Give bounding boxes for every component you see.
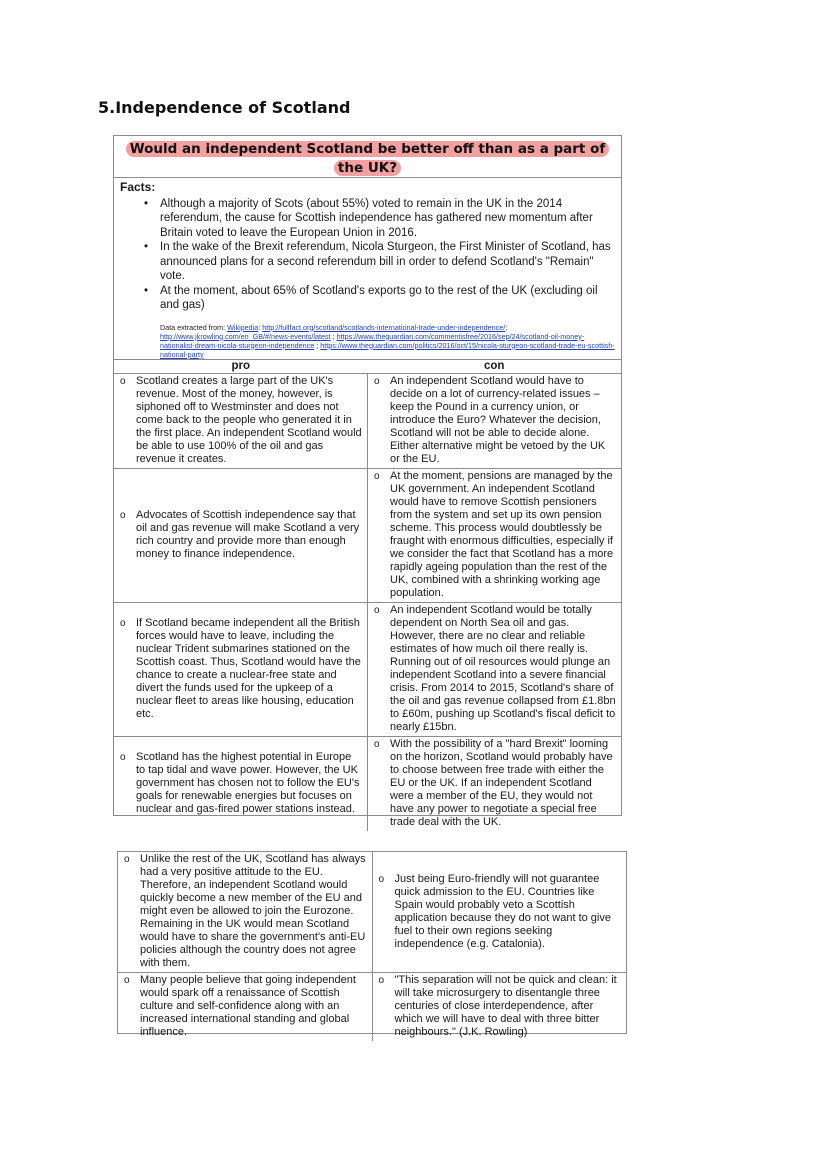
fact-text: In the wake of the Brexit referendum, Nicola Sturgeon, the First Minister of Scotland, has announced plans for a second referendum bill in order to defend Scotland's "Remain" vote. — [160, 241, 611, 282]
section-heading: 5.Independence of Scotland — [98, 98, 351, 117]
pro-text: Many people believe that going independent would spark off a renaissance of Scottish culture and self-confidence along with an increased international standing and global influence. — [140, 974, 356, 1038]
source-link-guardian-oil[interactable]: https://www.theguardian.com/commentisfree/2016/sep/24/scotland-oil-money-nationalist-dream-nicola-sturgeon-independence — [160, 331, 585, 350]
bullet-icon: • — [144, 241, 149, 253]
column-header-row — [114, 359, 621, 374]
fact-text: At the moment, about 65% of Scotland's exports go to the rest of the UK (excluding oil and gas) — [160, 284, 598, 311]
debate-table-1 — [113, 135, 622, 828]
source-link-guardian-politics[interactable]: https://www.theguardian.com/politics/2016/oct/15/nicola-sturgeon-scotland-trade-eu-scottish-national-party — [160, 340, 615, 359]
con-cell — [372, 852, 626, 973]
bullet-icon: o — [124, 975, 130, 986]
table-row — [114, 602, 621, 736]
source-link-fullfact[interactable]: http://fullfact.org/scotland/scotlands-international-trade-under-independence/ — [262, 322, 506, 332]
facts-list — [120, 197, 615, 313]
bullet-icon: o — [378, 873, 385, 885]
pro-cell — [114, 468, 368, 602]
pro-cell — [118, 973, 372, 1042]
con-text: Just being Euro-friendly will not guarantee quick admission to the EU. Countries like Spain would probably veto a Scottish application because they do not want to give fuel to their own regions seeking independence (e.g. Catalonia). — [394, 872, 611, 950]
bullet-icon: o — [374, 738, 380, 750]
source-prefix: Data extracted from: — [160, 322, 228, 332]
pro-cell — [118, 852, 372, 973]
table-row — [114, 374, 621, 469]
bullet-icon: • — [144, 197, 149, 210]
pro-cell — [114, 374, 368, 469]
pro-cell — [114, 602, 368, 736]
con-text: An independent Scotland would have to decide on a lot of currency-related issues – keep the Pound in a currency union, or introduce the Euro? Whatever the decision, Scotland will not be able to decide alone. Either alternative might be vetoed by the UK or the EU. — [390, 374, 606, 465]
title-row — [114, 136, 621, 178]
pro-text: Scotland creates a large part of the UK's revenue. Most of the money, however, is siphoned off to Westminster and does not come back to the people who generated it in the first place. An independent Scotland would be able to use 100% of the oil and gas revenue it creates. — [136, 374, 362, 465]
debate-question-title: Would an independent Scotland be better off than as a part of the UK? — [126, 141, 610, 176]
bullet-icon: o — [378, 975, 385, 986]
con-text: An independent Scotland would be totally dependent on North Sea oil and gas. However, there are no clear and reliable estimates of how much oil there really is. Running out of oil resources would plunge an independent Scotland into a severe financial crisis. From 2014 to 2015, Scotland's share of the oil and gas revenue collapsed from £1.8bn to £60m, pushing up Scotland's fiscal deficit to nearly £15bn. — [390, 603, 616, 733]
bullet-icon: o — [120, 751, 126, 763]
facts-section — [114, 178, 621, 359]
con-cell — [368, 468, 622, 602]
bullet-icon: o — [120, 509, 126, 521]
fact-item — [120, 284, 615, 313]
con-cell — [368, 736, 622, 831]
con-text: At the moment, pensions are managed by the UK government. An independent Scotland would have to remove Scottish pensioners from the system and set up its own pension scheme. This process would doubtlessly be fraught with enormous difficulties, especially if we consider the fact that Scotland has a more rapidly ageing population than the rest of the UK, combined with a shrinking working age population. — [390, 469, 614, 599]
table-row — [114, 468, 621, 602]
pro-cell — [114, 736, 368, 831]
pro-text: Unlike the rest of the UK, Scotland has always had a very positive attitude to the EU. Therefore, an independent Scotland would quickly become a new member of the EU and might even be allowed to join the Eurozone. Remaining in the UK would mean Scotland would have to share the government's anti-EU policies although the country does not agree with them. — [140, 853, 366, 969]
bullet-icon: o — [120, 617, 126, 629]
table-row — [114, 736, 621, 831]
table-row — [118, 973, 626, 1042]
pro-text: If Scotland became independent all the British forces would have to leave, including the nuclear Trident submarines stationed on the Scottish coast. Thus, Scotland would have the chance to create a nuclear-free state and divert the funds used for the upkeep of a nuclear fleet to areas like housing, education etc. — [136, 616, 361, 720]
con-text: With the possibility of a "hard Brexit" looming on the horizon, Scotland would probably have to choose between free trade with either the EU or the UK. If an independent Scotland were a member of the EU, they would not have any power to negotiate a special free trade deal with the UK. — [390, 737, 613, 828]
source-link-wikipedia[interactable]: Wikipedia — [227, 322, 259, 332]
con-cell — [372, 973, 626, 1042]
debate-table-2 — [117, 851, 627, 1038]
con-column-header: con — [484, 359, 505, 372]
bullet-icon: o — [374, 470, 380, 482]
table-row — [118, 852, 626, 973]
bullet-icon: o — [120, 375, 126, 387]
pro-text: Advocates of Scottish independence say that oil and gas revenue will make Scotland a very rich country and provide more than enough money to finance independence. — [136, 508, 360, 560]
source-link-jkrowling[interactable]: http://www.jkrowling.com/en_GB/#/news-events/latest — [160, 331, 331, 341]
fact-text: Although a majority of Scots (about 55%) voted to remain in the UK in the 2014 referendum, the cause for Scottish independence has gathered new momentum after Britain voted to leave the European Union in 2016. — [160, 197, 593, 239]
pro-con-table — [114, 374, 621, 831]
pro-column-header: pro — [231, 359, 251, 372]
fact-item — [120, 197, 615, 241]
bullet-icon: o — [374, 604, 380, 616]
pro-text: Scotland has the highest potential in Europe to tap tidal and wave power. However, the UK government has chosen not to follow the EU's goals for renewable energies but focuses on nuclear and gas-fired power stations instead. — [136, 750, 360, 815]
pro-con-table-continued — [118, 852, 626, 1041]
bullet-icon: o — [374, 375, 380, 387]
bullet-icon: o — [124, 854, 130, 865]
facts-label: Facts: — [120, 180, 156, 194]
con-text: "This separation will not be quick and clean: it will take microsurgery to disentangle three centuries of close interdependence, after which we will have to deal with three bitter neighbours." (J.K. Rowling) — [394, 974, 617, 1038]
bullet-icon: • — [144, 284, 149, 297]
con-cell — [368, 602, 622, 736]
fact-item — [120, 240, 615, 284]
source-citation: Data extracted from: Wikipedia: http://fullfact.org/scotland/scotlands-international-trade-under-independence/; http://www.jkrowling.com/en_GB/#/news-events/latest ; https://www.theguardian.com/commentisfree/2016/sep/24/scotland-oil-money-nationalist-dream-nicola-sturgeon-independence ; https://www.theguardian.com/politics/2016/oct/15/nicola-sturgeon-scotland-trade-eu-scottish-national-party — [160, 322, 615, 359]
con-cell — [368, 374, 622, 469]
